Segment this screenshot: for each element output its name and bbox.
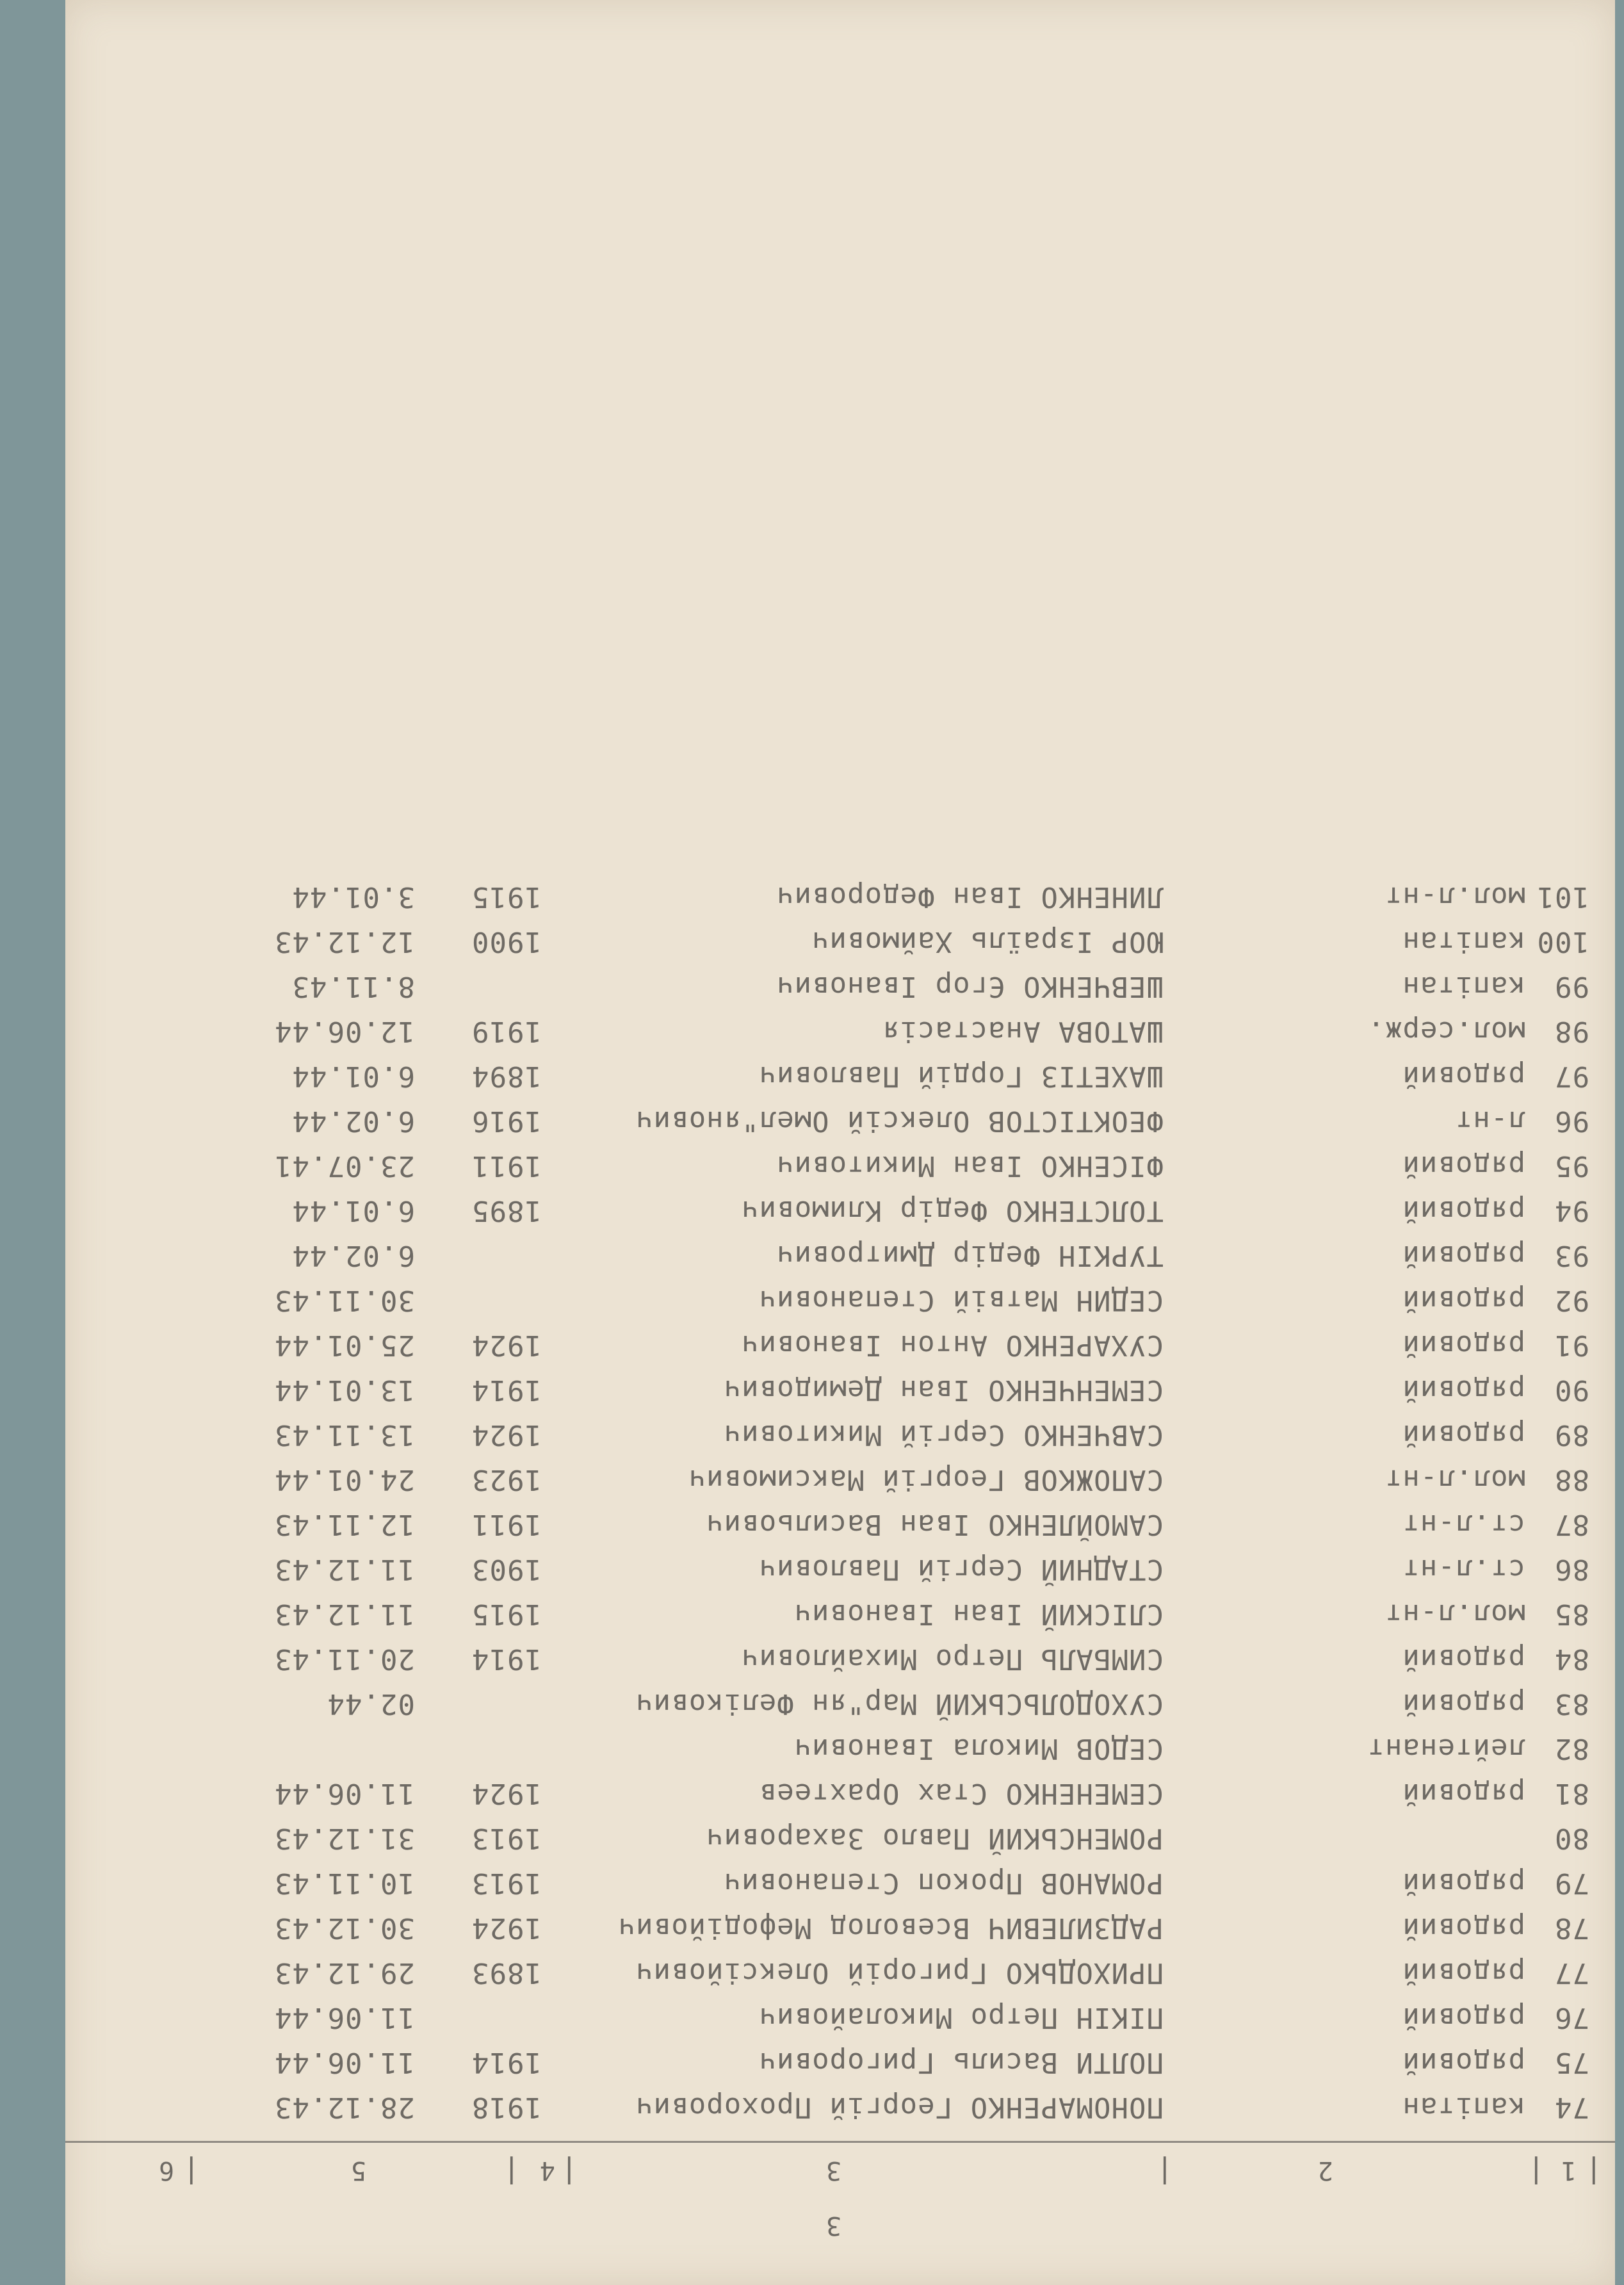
column-header-4: 4 — [539, 2156, 555, 2185]
row-number: 90 — [1554, 1374, 1589, 1406]
row-rank: рядовий — [1402, 1150, 1525, 1182]
row-name: ФІСЕНКО Іван Микитович — [776, 1150, 1164, 1182]
row-year: 1924 — [471, 1912, 542, 1944]
table-row — [65, 958, 1615, 1003]
row-year: 1924 — [471, 1777, 542, 1810]
row-date: 30.11.43 — [274, 1284, 415, 1317]
row-number: 76 — [1554, 2001, 1589, 2034]
bleed-through-list — [65, 0, 1615, 2285]
row-rank: капітан — [1402, 2091, 1525, 2124]
table-row — [65, 1137, 1615, 1182]
table-row — [65, 1362, 1615, 1406]
row-name: ШАТОВА Анастасія — [882, 1015, 1164, 1048]
row-date: 6.01.44 — [291, 1060, 415, 1093]
row-number: 77 — [1554, 1956, 1589, 1989]
header-rule — [65, 2141, 1615, 2143]
row-rank: рядовий — [1402, 2046, 1525, 2079]
table-row — [65, 1630, 1615, 1675]
row-rank: рядовий — [1402, 1956, 1525, 1989]
row-name: ТОЛСТЕНКО Федір Климович — [741, 1194, 1164, 1227]
row-year: 1924 — [471, 1419, 542, 1451]
table-row — [65, 1003, 1615, 1048]
row-name: РАДЗИЛЕВИЧ Всеволод Мефодійович — [617, 1912, 1164, 1944]
row-number: 80 — [1554, 1822, 1589, 1855]
table-row — [65, 1675, 1615, 1720]
row-number: 88 — [1554, 1463, 1589, 1496]
row-number: 92 — [1554, 1284, 1589, 1317]
row-date: 12.11.43 — [274, 1508, 415, 1541]
row-name: СЕМЕНЕНКО Стах Орахтеев — [758, 1777, 1164, 1810]
row-name: ПОЛТИ Василь Григорович — [758, 2046, 1164, 2079]
table-row — [65, 1944, 1615, 1989]
row-name: ПІКІН Петро Миколайович — [758, 2001, 1164, 2034]
table-row — [65, 868, 1615, 913]
table-row — [65, 1451, 1615, 1496]
row-number: 99 — [1554, 970, 1589, 1003]
page-number: 3 — [825, 2211, 841, 2240]
row-rank: рядовий — [1402, 1687, 1525, 1720]
row-year: 1918 — [471, 2091, 542, 2124]
row-name: РОМАНОВ Прокоп Степанович — [723, 1867, 1164, 1899]
row-rank: рядовий — [1402, 1867, 1525, 1899]
document-sheet — [65, 0, 1615, 2285]
row-date: 11.06.44 — [274, 1777, 415, 1810]
row-rank: рядовий — [1402, 1419, 1525, 1451]
table-row — [65, 913, 1615, 958]
row-year: 1895 — [471, 1194, 542, 1227]
row-number: 86 — [1554, 1553, 1589, 1586]
row-rank: рядовий — [1402, 1777, 1525, 1810]
row-number: 98 — [1554, 1015, 1589, 1048]
table-row — [65, 1586, 1615, 1630]
table-row — [65, 1093, 1615, 1137]
row-date: 28.12.43 — [274, 2091, 415, 2124]
row-number: 82 — [1554, 1732, 1589, 1765]
column-header-2: 2 — [1317, 2156, 1333, 2185]
column-separator: | — [1584, 2156, 1602, 2189]
row-name: СУХОДОЛЬСЬКИЙ Мар"ян Фелікович — [635, 1687, 1164, 1720]
row-name: СИМБАЛЬ Петро Михайлович — [741, 1643, 1164, 1675]
row-year: 1903 — [471, 1553, 542, 1586]
row-name: ЛИНЕНКО Іван Федорович — [776, 881, 1164, 913]
row-rank: ст.л-нт — [1402, 1508, 1525, 1541]
row-year: 1916 — [471, 1105, 542, 1137]
column-separator: | — [1155, 2156, 1173, 2189]
row-date: 31.12.43 — [274, 1822, 415, 1855]
row-date: 11.06.44 — [274, 2001, 415, 2034]
row-date: 11.06.44 — [274, 2046, 415, 2079]
row-year: 1894 — [471, 1060, 542, 1093]
table-row — [65, 1855, 1615, 1899]
row-date: 10.11.43 — [274, 1867, 415, 1899]
row-name: ПОНОМАРЕНКО Георгій Прохорович — [635, 2091, 1164, 2124]
row-year: 1893 — [471, 1956, 542, 1989]
row-name: СТАДНИЙ Сергій Павлович — [758, 1553, 1164, 1586]
table-row — [65, 1227, 1615, 1272]
row-rank: рядовий — [1402, 1329, 1525, 1362]
column-header-6: 6 — [158, 2156, 174, 2185]
row-name: СУХАРЕНКО Антон Іванович — [741, 1329, 1164, 1362]
row-date: 20.11.43 — [274, 1643, 415, 1675]
table-row — [65, 1317, 1615, 1362]
row-date: 25.01.44 — [274, 1329, 415, 1362]
row-number: 89 — [1554, 1419, 1589, 1451]
row-number: 75 — [1554, 2046, 1589, 2079]
row-rank: рядовий — [1402, 1374, 1525, 1406]
row-rank: рядовий — [1402, 2001, 1525, 2034]
row-date: 6.02.44 — [291, 1105, 415, 1137]
table-row — [65, 1810, 1615, 1855]
row-date: 30.12.43 — [274, 1912, 415, 1944]
row-number: 85 — [1554, 1598, 1589, 1630]
row-year: 1911 — [471, 1150, 542, 1182]
row-rank: мол.л-нт — [1384, 1598, 1525, 1630]
table-row — [65, 1765, 1615, 1810]
row-rank: капітан — [1402, 970, 1525, 1003]
row-name: РОМЕНСЬКИЙ Павло Захарович — [706, 1822, 1164, 1855]
table-row — [65, 1720, 1615, 1765]
row-rank: рядовий — [1402, 1912, 1525, 1944]
row-name: СЕДОВ Микола Іванович — [793, 1732, 1164, 1765]
row-year: 1919 — [471, 1015, 542, 1048]
row-rank: рядовий — [1402, 1284, 1525, 1317]
row-number: 78 — [1554, 1912, 1589, 1944]
row-name: СЕМЕНЧЕНКО Іван Демидович — [723, 1374, 1164, 1406]
row-year: 1914 — [471, 1374, 542, 1406]
row-date: 3.01.44 — [291, 881, 415, 913]
row-rank: ст.л-нт — [1402, 1553, 1525, 1586]
row-number: 83 — [1554, 1687, 1589, 1720]
row-year: 1900 — [471, 925, 542, 958]
column-separator: | — [502, 2156, 520, 2189]
table-row — [65, 1899, 1615, 1944]
column-header-3: 3 — [825, 2156, 841, 2185]
table-row — [65, 1048, 1615, 1093]
row-year: 1924 — [471, 1329, 542, 1362]
row-number: 84 — [1554, 1643, 1589, 1675]
table-row — [65, 2034, 1615, 2079]
column-header-5: 5 — [350, 2156, 366, 2185]
row-rank: лейтенант — [1367, 1732, 1525, 1765]
row-year: 1915 — [471, 1598, 542, 1630]
row-date: 13.01.44 — [274, 1374, 415, 1406]
row-date: 11.12.43 — [274, 1553, 415, 1586]
row-number: 97 — [1554, 1060, 1589, 1093]
row-year: 1911 — [471, 1508, 542, 1541]
table-row — [65, 1272, 1615, 1317]
row-name: САВЧЕНКО Сергій Микитович — [723, 1419, 1164, 1451]
row-number: 93 — [1554, 1239, 1589, 1272]
row-date: 29.12.43 — [274, 1956, 415, 1989]
row-number: 81 — [1554, 1777, 1589, 1810]
row-name: ШЕВЧЕНКО Єгор Іванович — [776, 970, 1164, 1003]
table-row — [65, 1406, 1615, 1451]
row-rank: рядовий — [1402, 1060, 1525, 1093]
row-year: 1913 — [471, 1867, 542, 1899]
row-rank: мол.л-нт — [1384, 1463, 1525, 1496]
row-date: 24.01.44 — [274, 1463, 415, 1496]
row-year: 1923 — [471, 1463, 542, 1496]
row-date: 6.01.44 — [291, 1194, 415, 1227]
row-rank: мол.серж. — [1367, 1015, 1525, 1048]
row-number: 100 — [1536, 925, 1589, 958]
column-separator: | — [560, 2156, 578, 2189]
row-name: ЮОР Ізраїль Хаймович — [811, 925, 1164, 958]
row-name: СЛІСКИЙ Іван Іванович — [793, 1598, 1164, 1630]
table-row — [65, 1541, 1615, 1586]
column-header-1: 1 — [1560, 2156, 1577, 2185]
row-number: 87 — [1554, 1508, 1589, 1541]
row-date: 8.11.43 — [291, 970, 415, 1003]
row-date: 02.44 — [327, 1687, 415, 1720]
row-number: 96 — [1554, 1105, 1589, 1137]
row-date: 12.06.44 — [274, 1015, 415, 1048]
row-number: 94 — [1554, 1194, 1589, 1227]
row-name: ФЕОКТІСТОВ Олексій Омел"янович — [635, 1105, 1164, 1137]
row-name: САМОЙЛЕНКО Іван Васильович — [706, 1508, 1164, 1541]
row-name: ПРИХОДЬКО Григорій Олексійович — [635, 1956, 1164, 1989]
row-date: 12.12.43 — [274, 925, 415, 958]
row-year: 1914 — [471, 2046, 542, 2079]
row-rank: рядовий — [1402, 1239, 1525, 1272]
row-rank: капітан — [1402, 925, 1525, 958]
column-separator: | — [182, 2156, 200, 2189]
row-date: 11.12.43 — [274, 1598, 415, 1630]
row-number: 79 — [1554, 1867, 1589, 1899]
table-row — [65, 1989, 1615, 2034]
row-rank: рядовий — [1402, 1643, 1525, 1675]
row-rank: рядовий — [1402, 1194, 1525, 1227]
row-rank: л-нт — [1455, 1105, 1525, 1137]
row-date: 6.02.44 — [291, 1239, 415, 1272]
row-number: 91 — [1554, 1329, 1589, 1362]
row-name: ТУРКІН Федір Дмитрович — [776, 1239, 1164, 1272]
row-date: 23.07.41 — [274, 1150, 415, 1182]
row-rank: мол.л-нт — [1384, 881, 1525, 913]
column-separator: | — [1527, 2156, 1545, 2189]
table-row — [65, 1182, 1615, 1227]
row-number: 101 — [1536, 881, 1589, 913]
row-number: 74 — [1554, 2091, 1589, 2124]
row-year: 1915 — [471, 881, 542, 913]
row-year: 1913 — [471, 1822, 542, 1855]
row-date: 13.11.43 — [274, 1419, 415, 1451]
row-name: СЕДИН Матвій Степанович — [758, 1284, 1164, 1317]
table-row — [65, 1496, 1615, 1541]
row-name: ШАХЕТІЗ Гордій Павлович — [758, 1060, 1164, 1093]
row-year: 1914 — [471, 1643, 542, 1675]
row-number: 95 — [1554, 1150, 1589, 1182]
row-name: САПОЖКОВ Георгій Максимович — [688, 1463, 1164, 1496]
table-row — [65, 2079, 1615, 2124]
